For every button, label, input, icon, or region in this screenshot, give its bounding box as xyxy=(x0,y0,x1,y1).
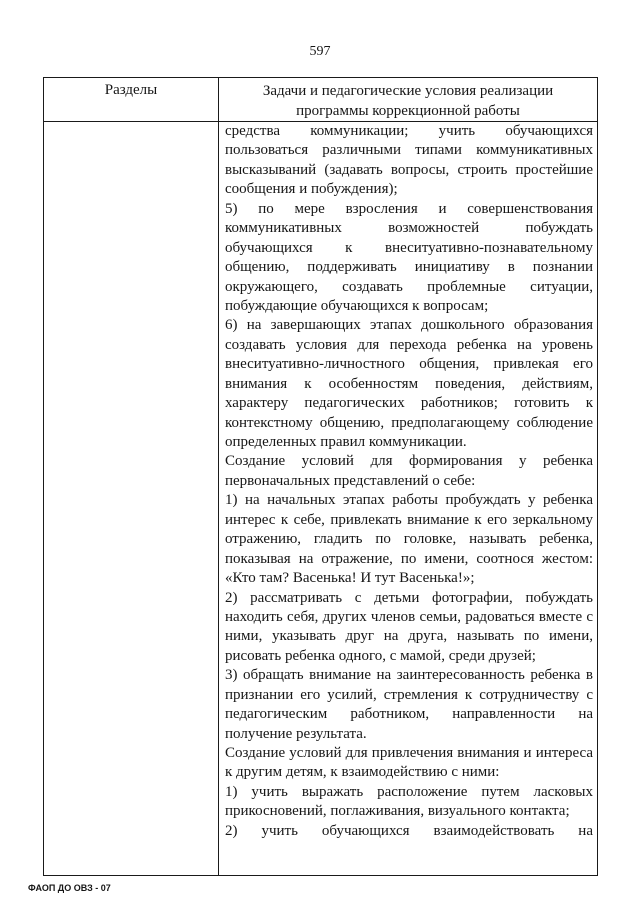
text-line: 3) обращать внимание на заинтересованность ребенка в xyxy=(225,667,593,684)
text-line: признании его усилий, стремления к сотрудничеству с xyxy=(225,686,593,703)
text-line: прикосновений, поглаживания, визуального контакта; xyxy=(225,803,570,820)
program-table xyxy=(43,77,598,876)
text-line: находить себя, других членов семьи, радоваться вместе с xyxy=(225,608,593,625)
page-number: 597 xyxy=(309,44,331,59)
header-tasks: Задачи и педагогические условия реализации программы коррекционной работы xyxy=(219,78,598,122)
text-line: характеру педагогических работников; готовить к xyxy=(225,395,593,412)
text-line: получение результата. xyxy=(225,725,367,742)
text-line: контекстному общению, предполагающему соблюдение xyxy=(225,414,593,431)
text-line: показывая на отражение, по имени, соотнося жестом: xyxy=(225,550,593,567)
tasks-cell xyxy=(219,122,598,876)
text-line: Создание условий для формирования у ребенка xyxy=(225,453,593,470)
text-line: определенных правил коммуникации. xyxy=(225,434,467,450)
table-body-row xyxy=(44,122,598,876)
text-line: высказываний (задавать вопросы, строить простейшие xyxy=(225,161,593,178)
text-line: отражению, гладить по головке, называть ребенка, xyxy=(225,531,593,548)
text-line: средства коммуникации; учить обучающихся xyxy=(225,123,593,139)
text-line: педагогическим работником, направленности на xyxy=(225,706,593,723)
text-line: рисовать ребенка одного, с мамой, среди друзей; xyxy=(225,647,536,664)
text-line: сообщения и побуждения); xyxy=(225,181,398,198)
text-line: 5) по мере взросления и совершенствования xyxy=(225,200,593,217)
sections-cell xyxy=(44,122,219,876)
text-line: пользоваться различными типами коммуникативных xyxy=(225,142,593,159)
text-line: создавать условия для перехода ребенка на уровень xyxy=(225,336,593,353)
text-line: первоначальных представлений о себе: xyxy=(225,472,476,489)
text-line: побуждающие обучающихся к вопросам; xyxy=(225,297,489,314)
text-line: 2) учить обучающихся взаимодействовать на xyxy=(225,822,593,839)
text-line: интерес к себе, привлекать внимание к его зеркальному xyxy=(225,511,593,528)
text-line: 1) на начальных этапах работы пробуждать у ребенка xyxy=(225,492,593,509)
table-header-row xyxy=(44,78,598,122)
text-line: «Кто там? Васенька! И тут Васенька!»; xyxy=(225,570,475,587)
text-line: внеситуативно-личностного общения, привлекая его xyxy=(225,356,593,373)
text-line: 2) рассматривать с детьми фотографии, побуждать xyxy=(225,589,593,606)
text-line: 6) на завершающих этапах дошкольного образования xyxy=(225,317,593,334)
text-line: коммуникативных возможностей побуждать xyxy=(225,220,593,237)
text-line: внимания к особенностям поведения, действиям, xyxy=(225,375,593,392)
text-line: обучающихся к внеситуативно-познавательному xyxy=(225,239,593,256)
document-footer: ФАОП ДО ОВЗ - 07 xyxy=(28,883,111,893)
text-line: общению, поддерживать инициативу в познании xyxy=(225,259,593,276)
header-sections: Разделы xyxy=(44,78,219,122)
text-line: Создание условий для привлечения внимания и интереса xyxy=(225,745,593,761)
text-line: ними, указывать друг на друга, называть по имени, xyxy=(225,628,593,645)
text-line: окружающего, создавать проблемные ситуации, xyxy=(225,278,593,295)
text-line: 1) учить выражать расположение путем ласковых xyxy=(225,783,593,800)
text-line: к другим детям, к взаимодействию с ними: xyxy=(225,764,500,781)
